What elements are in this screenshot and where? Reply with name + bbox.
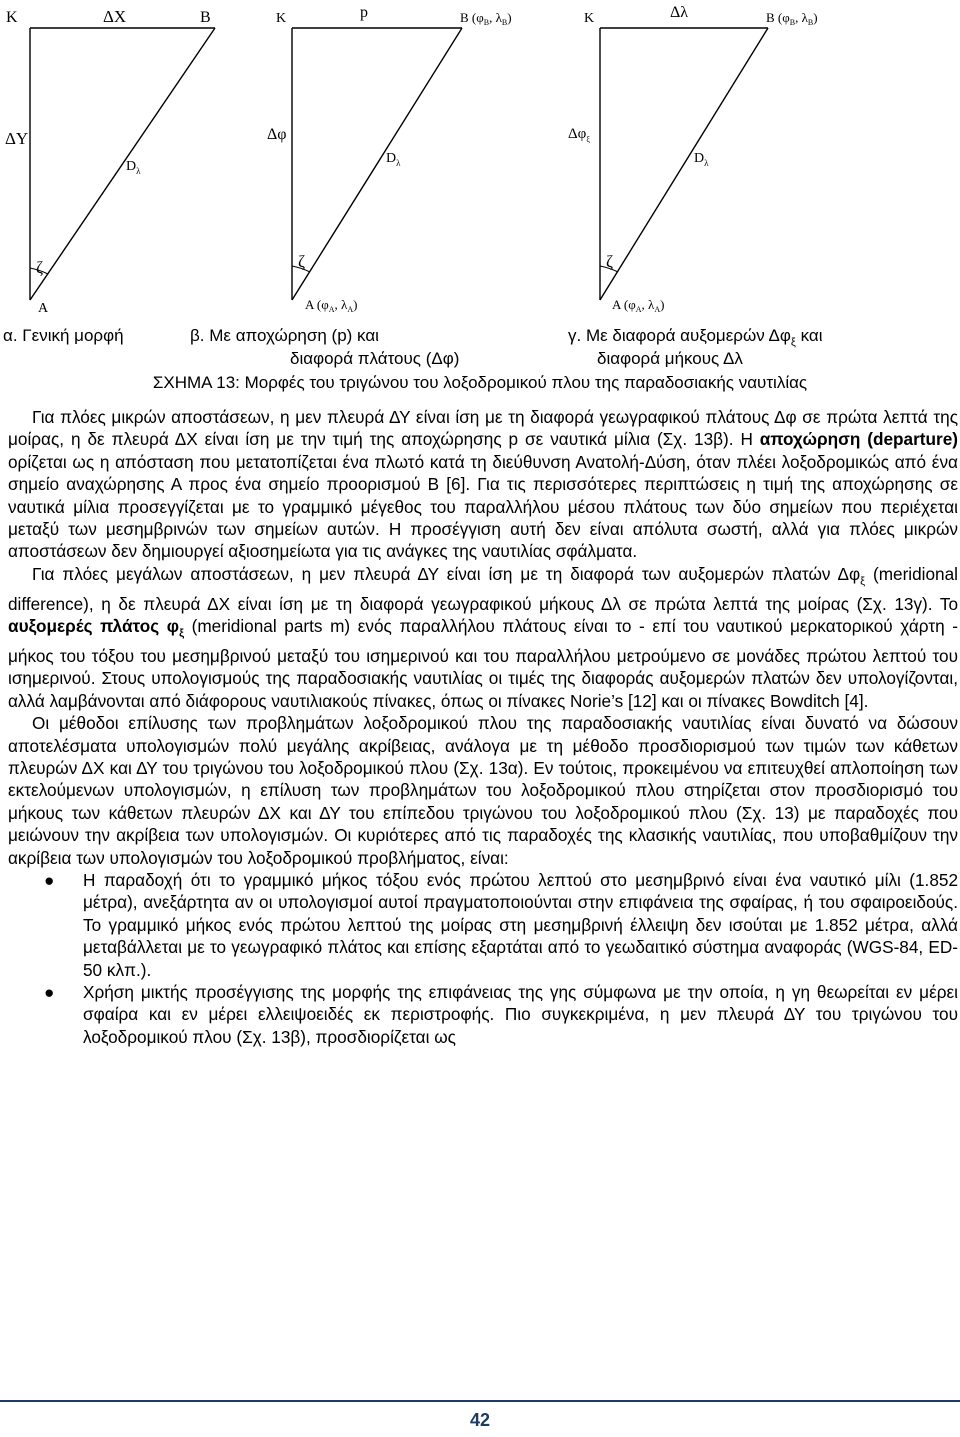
label-k: K	[6, 9, 18, 26]
label-d-lambda: $D_\lambda$	[386, 151, 401, 168]
label-zeta: ζ	[298, 252, 306, 271]
label-b: B	[200, 9, 211, 26]
label-delta-y: ΔY	[5, 129, 29, 148]
bullet-icon: ●	[44, 982, 55, 1003]
caption-c-line1: γ. Με διαφορά αυξομερών $\Delta\varphi_\xi$ και	[568, 326, 823, 349]
caption-c-line2: διαφορά μήκους Δλ	[597, 349, 743, 368]
caption-b-line2: διαφορά πλάτους (Δφ)	[290, 349, 460, 368]
label-delta-phi: Δφ	[267, 126, 287, 143]
body-text	[8, 406, 958, 1048]
label-k: K	[584, 11, 595, 26]
figure-caption: ΣΧΗΜΑ 13: Μορφές του τριγώνου του λοξοδρομικού πλου της παραδοσιακής ναυτιλίας	[152, 373, 808, 392]
list-item: ● Χρήση μικτής προσέγγισης της μορφής της επιφάνειας της γης σύμφωνα με την οποία, η γη θεωρείται εν μέρει σφαίρα και εν μέρει ελλειψοειδές εκ περιστροφής. Πιο συγκεκριμένα, η μεν πλευρά ΔΥ του τριγώνου του λοξοδρομικού πλου (Σχ. 13β), προσδιορίζεται ως	[44, 982, 958, 1047]
label-a: A	[38, 301, 49, 316]
triangle-general-form	[5, 7, 215, 316]
page-number: 42	[469, 1410, 491, 1430]
label-zeta: ζ	[606, 252, 614, 271]
label-a-coordinates: A ($\varphi_A$, $\lambda_A$)	[612, 297, 665, 314]
label-delta-lambda: Δλ	[670, 4, 689, 21]
paragraph-3: Οι μέθοδοι επίλυσης των προβλημάτων λοξοδρομικού πλου της παραδοσιακής ναυτιλίας είναι δυνατό να δώσουν αποτελέσματα υπολογισμών πολύ μεγάλης ακρίβειας, ανάλογα με τη μέθοδο προσδιορισμού των τιμών των κάθετων πλευρών ΔΧ και ΔΥ του τριγώνου του λοξοδρομικού πλου (Σχ. 13α). Εν τούτοις, προκειμένου να επιτευχθεί απλοποίηση των εκτελούμενων υπολογισμών, η επίλυση των προβλημάτων του λοξοδρομικού πλου στηρίζεται στον προσδιορισμό του μήκους των κάθετων πλευρών ΔΧ και ΔΥ του επίπεδου τριγώνου του λοξοδρομικού πλου (Σχ. 13) με παραδοχές που μειώνουν την ακρίβεια των υπολογισμών. Οι κυριότερες από τις παραδοχές της κλασικής ναυτιλίας, που υποβαθμίζουν την ακρίβεια των υπολογισμών του λοξοδρομικού προβλήματος, είναι:	[8, 713, 958, 868]
label-delta-phi-xi: $\Delta\varphi_\xi$	[568, 126, 590, 144]
bullet-icon: ●	[44, 870, 55, 890]
paragraph-1: Για πλόες μικρών αποστάσεων, η μεν πλευρά ΔΥ είναι ίση με τη διαφορά γεωγραφικού πλάτους Δφ σε πρώτα λεπτά της μοίρας, η δε πλευρά ΔΧ είναι ίση με την τιμή της αποχώρησης p σε ναυτικά μίλια (Σχ. 13β). Η αποχώρηση (departure) ορίζεται ως η απόσταση που μετατοπίζεται ένα πλωτό κατά τη διεύθυνση Ανατολή-Δύση, όταν πλέει λοξοδρομικώς από ένα σημείο αναχώρησης Α προς ένα σημείο προορισμού Β [6]. Για τις περισσότερες περιπτώσεις η τιμή της αποχώρησης σε ναυτικά μίλια προσεγγίζεται με το γραμμικό μέγεθος του παραλλήλου μέσου πλάτους των δύο σημείων που περιέχεται μεταξύ των μεσημβρινών των σημείων αυτών. Η προσέγγιση αυτή δεν είναι απόλυτα σωστή, αλλά για πλόες μικρών αποστάσεων δεν δημιουργεί αξιοσημείωτα για τις ανάγκες της ναυτιλίας σφάλματα.	[8, 407, 958, 562]
figure-13-triangles	[0, 0, 960, 330]
caption-b-line1: β. Με αποχώρηση (p) και	[190, 326, 379, 345]
term-departure: αποχώρηση (departure)	[759, 429, 958, 450]
footer-divider	[0, 1400, 960, 1402]
caption-a: α. Γενική μορφή	[3, 326, 124, 345]
label-k: K	[276, 11, 287, 26]
triangle-meridional-form	[568, 4, 818, 314]
paragraph-2: Για πλόες μεγάλων αποστάσεων, η μεν πλευρά ΔΥ είναι ίση με τη διαφορά των αυξομερών πλατών $\Delta\varphi_\xi$ (meridional difference), η δε πλευρά ΔΧ είναι ίση με τη διαφορά γεωγραφικού μήκους Δλ σε πρώτα λεπτά της μοίρας (Σχ. 13γ). Το αυξομερές πλάτος $\varphi_\xi$ (meridional parts m) ενός παραλλήλου πλάτους είναι το - επί του ναυτικού μερκατορικού χάρτη - μήκος του τόξου του μεσημβρινού μεταξύ του ισημερινού και του παραλλήλου μετρούμενο σε μονάδες πρώτου λεπτού του ισημερινού. Στους υπολογισμούς της παραδοσιακής ναυτιλίας οι τιμές της διαφοράς αυξομερών πλατών δεν υπολογίζονται, αλλά λαμβάνονται από διάφορους ναυτιλιακούς πίνακες, όπως οι πίνακες Norie’s [12] και οι πίνακες Bowditch [4].	[8, 563, 959, 711]
label-b-coordinates: B ($\varphi_B$, $\lambda_B$)	[460, 10, 512, 27]
label-zeta: ζ	[36, 258, 44, 277]
label-b-coordinates: B ($\varphi_B$, $\lambda_B$)	[766, 10, 818, 27]
assumptions-list	[8, 869, 958, 1048]
label-d-lambda: $D_\lambda$	[694, 151, 709, 168]
list-item: ● Η παραδοχή ότι το γραμμικό μήκος τόξου ενός πρώτου λεπτού στο μεσημβρινό είναι ένα ναυτικό μίλι (1.852 μέτρα), ανεξάρτητα αν οι υπολογισμοί αυτοί πραγματοποιούνται στην επιφάνεια της σφαίρας, ή του σφαιροειδούς. Το γραμμικό μήκος ενός πρώτου λεπτού της μοίρας στη μεσημβρινή έλλειψη δεν ισούται με 1.852 μέτρα, αλλά μεταβάλλεται με το γεωγραφικό πλάτος και επίσης εξαρτάται από το γεωδαιτικό σύστημα αναφοράς (WGS-84, ED-50 κλπ.).	[44, 870, 958, 980]
term-meridional-parts: αυξομερές πλάτος $\varphi_\xi$	[8, 616, 185, 640]
label-p: p	[360, 4, 368, 21]
label-d-lambda: $D_\lambda$	[126, 159, 141, 176]
label-a-coordinates: A ($\varphi_A$, $\lambda_A$)	[305, 297, 358, 314]
triangle-departure-form	[267, 4, 512, 314]
label-delta-x: ΔX	[103, 7, 127, 26]
